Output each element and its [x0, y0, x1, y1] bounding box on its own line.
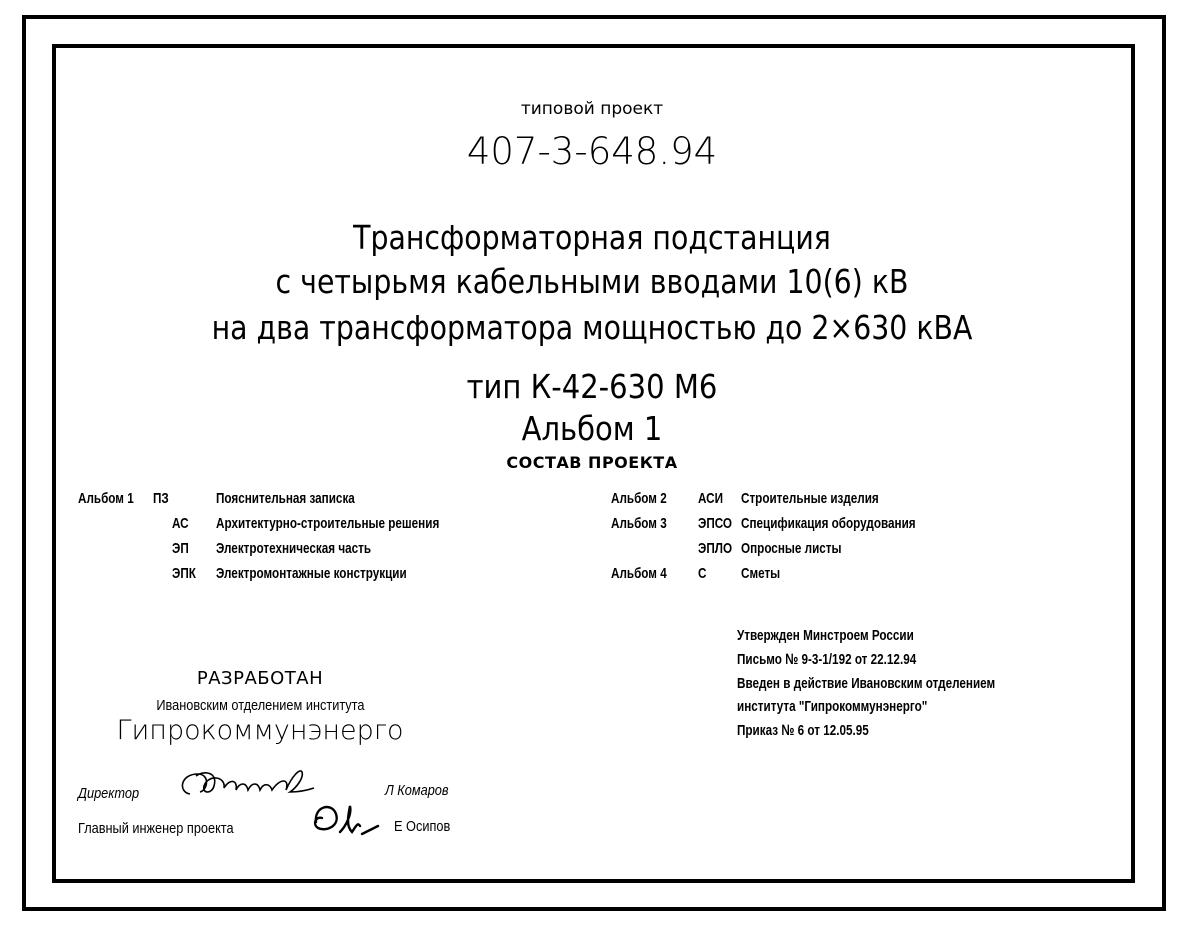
chief-engineer-signature — [306, 796, 386, 842]
contents-name: Электромонтажные конструкции — [216, 565, 407, 582]
contents-album: Альбом 3 — [611, 515, 667, 532]
project-label: типовой проект — [520, 99, 664, 119]
approval-line: института "Гипрокоммунэнерго" — [737, 698, 928, 715]
contents-code: ЭПСО — [698, 515, 733, 532]
contents-name: Электротехническая часть — [216, 540, 372, 557]
approval-line: Утвержден Минстроем России — [737, 627, 914, 644]
director-name: Л Комаров — [385, 782, 449, 799]
director-signature — [168, 764, 318, 804]
contents-code: ЭП — [172, 540, 189, 557]
contents-album: Альбом 4 — [611, 565, 667, 582]
contents-name: Строительные изделия — [741, 490, 879, 507]
project-number: 407-3-648.94 — [466, 130, 718, 173]
approval-line: Письмо № 9-3-1/192 от 22.12.94 — [737, 651, 917, 668]
contents-name: Архитектурно-строительные решения — [216, 515, 440, 532]
title-line-3: на два трансформатора мощностью до 2×630 кВА — [211, 308, 973, 347]
substation-type: тип К-42-630 М6 — [466, 367, 718, 406]
developed-heading: РАЗРАБОТАН — [196, 668, 324, 689]
title-line-2: с четырьмя кабельными вводами 10(6) кВ — [275, 262, 909, 301]
contents-name: Спецификация оборудования — [741, 515, 916, 532]
contents-code: ЭПЛО — [698, 540, 733, 557]
contents-code: С — [698, 565, 707, 582]
contents-name: Опросные листы — [741, 540, 842, 557]
contents-heading: СОСТАВ ПРОЕКТА — [506, 453, 678, 472]
approval-line: Введен в действие Ивановским отделением — [737, 675, 996, 692]
title-line-1: Трансформаторная подстанция — [353, 218, 831, 257]
contents-album: Альбом 2 — [611, 490, 667, 507]
developed-org-text: Ивановским отделением института — [155, 697, 365, 714]
contents-name: Сметы — [741, 565, 781, 582]
album-number: Альбом 1 — [521, 409, 663, 448]
contents-code: ПЗ — [153, 490, 169, 507]
developed-institute: Гипрокоммунэнерго — [116, 715, 404, 746]
contents-code: АС — [172, 515, 189, 532]
contents-name: Пояснительная записка — [216, 490, 355, 507]
approval-line: Приказ № 6 от 12.05.95 — [737, 722, 869, 739]
director-role: Директор — [78, 785, 140, 802]
developed-org — [0, 697, 520, 714]
contents-code: ЭПК — [172, 565, 196, 582]
contents-code: АСИ — [698, 490, 724, 507]
chief-engineer-name: Е Осипов — [394, 818, 451, 835]
contents-album: Альбом 1 — [78, 490, 134, 507]
chief-engineer-role: Главный инженер проекта — [78, 820, 234, 837]
